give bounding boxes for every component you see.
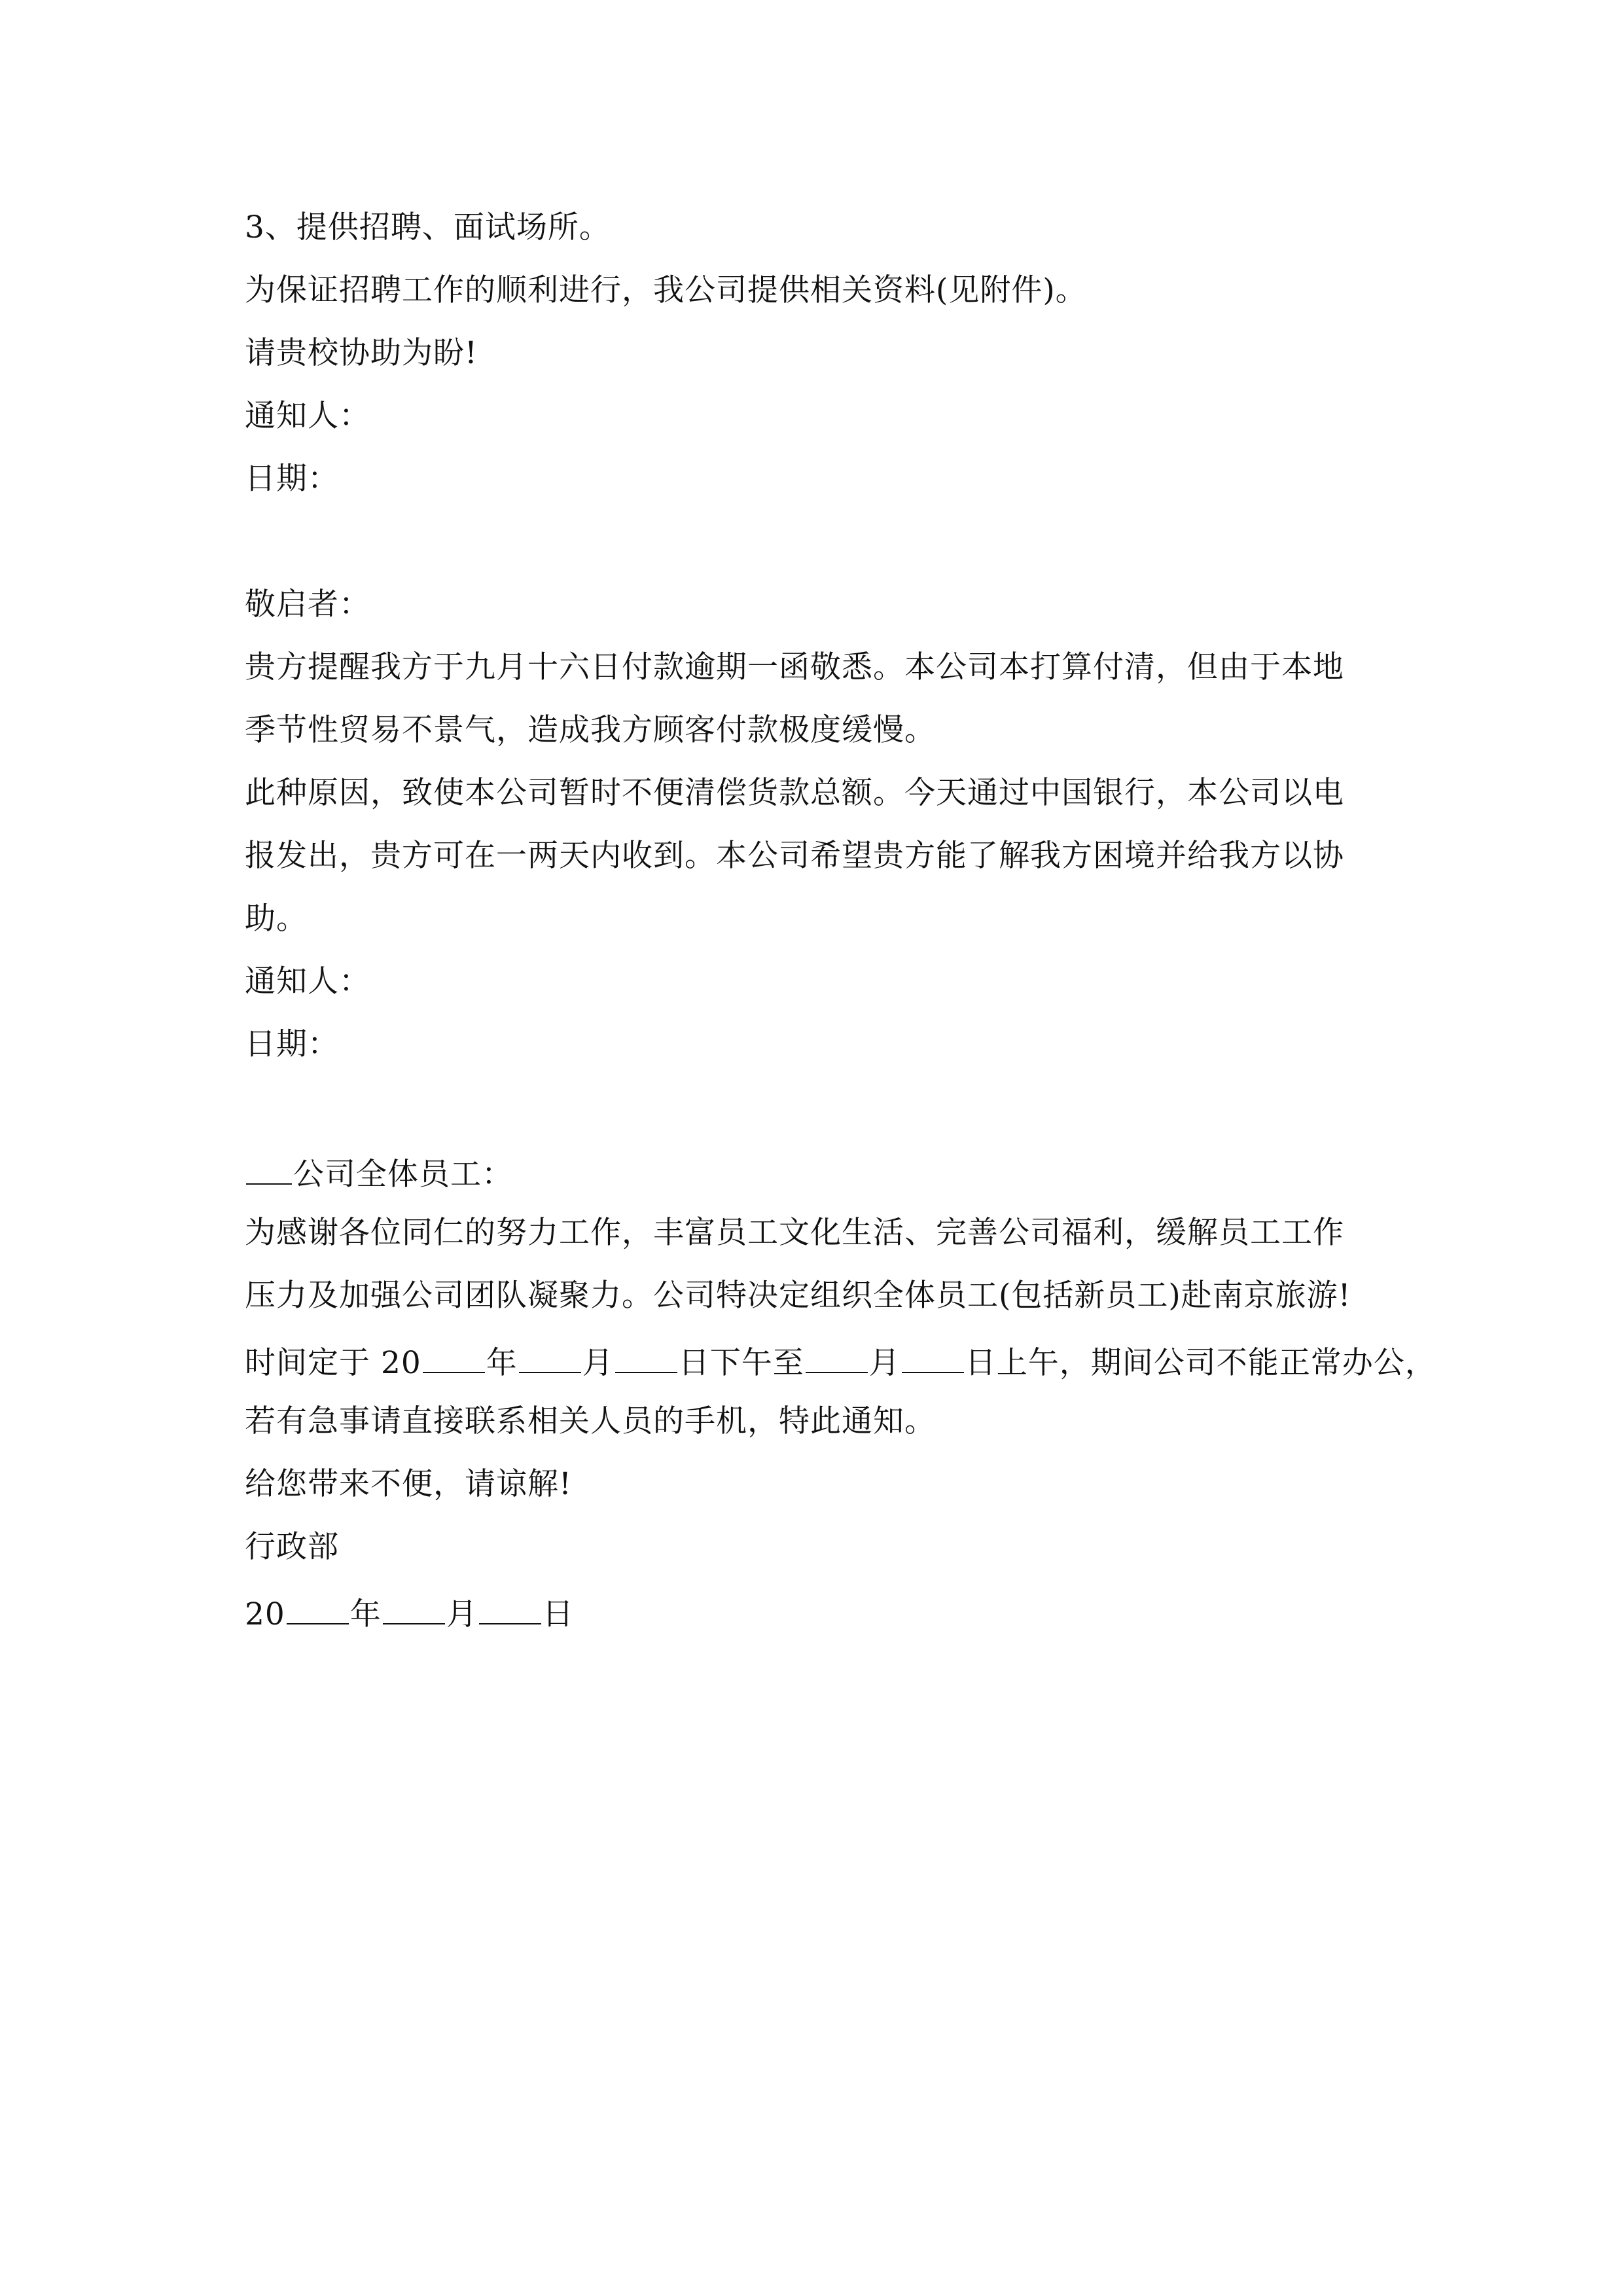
date-label: 日期： [245,1026,339,1062]
department: 行政部 [245,1529,339,1565]
paragraph-line: 季节性贸易不景气，造成我方顾客付款极度缓慢。 [245,712,936,748]
paragraph-line: 贵方提醒我方于九月十六日付款逾期一函敬悉。本公司本打算付清，但由于本地 [245,649,1344,685]
paragraph-line: 报发出，贵方可在一两天内收到。本公司希望贵方能了解我方困境并给我方以协 [245,838,1344,874]
fill-in-blank [246,1151,292,1185]
fill-in-blank [287,1590,349,1624]
fill-in-blank [479,1590,541,1624]
fill-in-blank [806,1339,868,1373]
signature-date: 20 年 月 日 [245,1590,574,1634]
fill-in-blank [519,1339,581,1373]
notifier-label: 通知人： [245,963,370,999]
paragraph-line: 压力及加强公司团队凝聚力。公司特决定组织全体员工(包括新员工)赴南京旅游! [245,1278,1351,1314]
apology-line: 给您带来不便，请谅解! [245,1466,572,1502]
item-3: 3、提供招聘、面试场所。 [245,209,611,245]
fill-in-blank [383,1590,445,1624]
paragraph-line: 此种原因，致使本公司暂时不便清偿货款总额。今天通过中国银行，本公司以电 [245,775,1344,811]
fill-in-blank [423,1339,485,1373]
salutation: 公司全体员工： [245,1151,513,1194]
fill-in-blank [615,1339,677,1373]
date-label: 日期： [245,461,339,497]
paragraph-line: 为感谢各位同仁的努力工作，丰富员工文化生活、完善公司福利，缓解员工工作 [245,1215,1344,1251]
request-line: 请贵校协助为盼! [245,335,478,371]
time-line: 时间定于 20 年 月 日下午至 月 日上午，期间公司不能正常办公， [245,1339,1436,1383]
paragraph-line: 若有急事请直接联系相关人员的手机，特此通知。 [245,1403,936,1439]
salutation: 敬启者： [245,586,370,622]
paragraph-line: 助。 [245,901,308,937]
notifier-label: 通知人： [245,398,370,434]
fill-in-blank [902,1339,964,1373]
materials-line: 为保证招聘工作的顺利进行，我公司提供相关资料(见附件)。 [245,272,1087,308]
